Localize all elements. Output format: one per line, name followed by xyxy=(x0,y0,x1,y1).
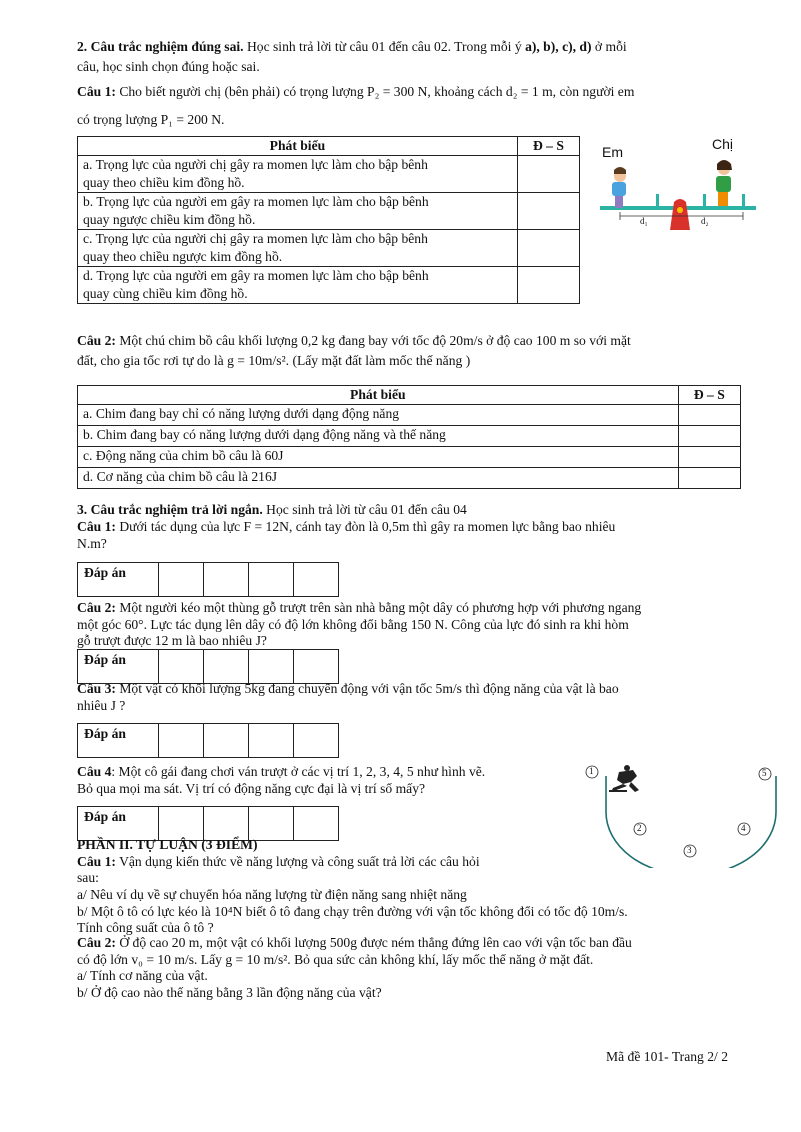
answer-cell[interactable] xyxy=(204,563,249,597)
position-5: 5 xyxy=(762,768,767,778)
answer-label: Đáp án xyxy=(78,807,159,841)
seesaw-figure xyxy=(598,136,758,232)
position-4: 4 xyxy=(741,823,746,833)
s3-q2-text: Câu 2: Một người kéo một thùng gỗ trượt trên sàn nhà bằng một dây có phương hợp với phương ngang xyxy=(77,600,642,615)
s3-q2-text-line3: gỗ trượt được 12 m là bao nhiêu J? xyxy=(77,633,267,648)
answer-cell[interactable] xyxy=(678,426,740,447)
table-header: Phát biểu xyxy=(78,386,679,405)
answer-label: Đáp án xyxy=(78,563,159,597)
answer-cell[interactable] xyxy=(517,267,579,304)
answer-cell[interactable] xyxy=(678,447,740,468)
table-row: d. Cơ năng của chim bồ câu là 216J xyxy=(78,468,741,489)
p2-q1-text-line2: sau: xyxy=(77,870,99,885)
answer-cell[interactable] xyxy=(294,650,339,684)
answer-cell[interactable] xyxy=(204,650,249,684)
table-header: Phát biểu xyxy=(78,137,518,156)
answer-cell[interactable] xyxy=(294,724,339,758)
s3-q1-text: Câu 1: Dưới tác dụng của lực F = 12N, cánh tay đòn là 0,5m thì gây ra momen lực bằng bao nhiêu xyxy=(77,519,616,534)
table-header: Đ – S xyxy=(517,137,579,156)
s2-q2-text-line2: đất, cho gia tốc rơi tự do là g = 10m/s². (Lấy mặt đất làm mốc thế năng ) xyxy=(77,353,471,368)
figure-label-em: Em xyxy=(602,144,623,160)
p2-q2-a: a/ Tính cơ năng của vật. xyxy=(77,968,208,983)
seesaw-drawing xyxy=(598,136,758,232)
table-row: d. Trọng lực của người em gây ra momen lực làm cho bập bênh quay cùng chiều kim đồng hồ. xyxy=(78,267,580,304)
position-3: 3 xyxy=(687,845,692,855)
position-1: 1 xyxy=(589,766,594,776)
p2-q1-b-line2: Tính công suất của ô tô ? xyxy=(77,920,214,935)
s3-q2-text-line2: một góc 60°. Lực tác dụng lên dây có độ lớn không đổi bằng 150 N. Công của lực đó sinh ra khi hòm xyxy=(77,617,629,632)
answer-label: Đáp án xyxy=(78,724,159,758)
s2-q2-text: Câu 2: Một chú chim bồ câu khối lượng 0,2 kg đang bay với tốc độ 20m/s ở độ cao 100 m so với mặt xyxy=(77,333,631,348)
p2-q2-text: Câu 2: Ở độ cao 20 m, một vật có khối lượng 500g được ném thẳng đứng lên cao với vận tốc ban đầu xyxy=(77,935,632,950)
answer-cell[interactable] xyxy=(517,156,579,193)
p2-q2-text-line2: có độ lớn v₀ = 10 m/s. Lấy g = 10 m/s². Bỏ qua sức cản không khí, lấy mốc thế năng ở mặt đất. xyxy=(77,952,594,967)
p2-q1-b: b/ Một ô tô có lực kéo là 10⁴N biết ô tô đang chạy trên đường với vận tốc không đổi có tốc độ 10m/s. xyxy=(77,904,628,919)
section2-heading: 2. Câu trắc nghiệm đúng sai. xyxy=(77,39,244,54)
section2-intro: 2. Câu trắc nghiệm đúng sai. Học sinh trả lời từ câu 01 đến câu 02. Trong mỗi ý a), b), c), d) ở mỗi xyxy=(77,39,627,54)
p2-q2-b: b/ Ở độ cao nào thế năng bằng 3 lần động năng của vật? xyxy=(77,985,382,1000)
section3-heading: 3. Câu trắc nghiệm trả lời ngắn. xyxy=(77,502,263,517)
s2-q2-table xyxy=(77,385,741,489)
answer-cell[interactable] xyxy=(678,405,740,426)
answer-cell[interactable] xyxy=(294,807,339,841)
answer-cell[interactable] xyxy=(204,724,249,758)
s3-q3-text-line2: nhiêu J ? xyxy=(77,698,126,713)
s3-q1-text-line2: N.m? xyxy=(77,536,107,551)
table-header: Đ – S xyxy=(678,386,740,405)
answer-box xyxy=(77,723,339,758)
answer-cell[interactable] xyxy=(249,563,294,597)
figure-label-chi: Chị xyxy=(712,136,734,152)
answer-box xyxy=(77,649,339,684)
table-row: c. Trọng lực của người chị gây ra momen lực làm cho bập bênh quay theo chiều ngược kim đồng hồ. xyxy=(78,230,580,267)
s2-q1-text: Câu 1: Cho biết người chị (bên phải) có trọng lượng P₂ = 300 N, khoảng cách d₂ = 1 m, còn người em xyxy=(77,84,635,99)
page-footer: Mã đề 101- Trang 2/ 2 xyxy=(606,1049,728,1064)
answer-cell[interactable] xyxy=(249,724,294,758)
table-row: a. Trọng lực của người chị gây ra momen lực làm cho bập bênh quay theo chiều kim đồng hồ. xyxy=(78,156,580,193)
section3-intro: 3. Câu trắc nghiệm trả lời ngắn. Học sinh trả lời từ câu 01 đến câu 04 xyxy=(77,502,467,517)
answer-label: Đáp án xyxy=(78,650,159,684)
p2-q1-a: a/ Nêu ví dụ về sự chuyển hóa năng lượng từ điện năng sang nhiệt năng xyxy=(77,887,467,902)
answer-cell[interactable] xyxy=(159,563,204,597)
table-row: a. Chim đang bay chỉ có năng lượng dưới dạng động năng xyxy=(78,405,741,426)
position-2: 2 xyxy=(637,823,642,833)
table-row: b. Trọng lực của người em gây ra momen lực làm cho bập bênh quay ngược chiều kim đồng hồ. xyxy=(78,193,580,230)
s2-q1-table xyxy=(77,136,580,304)
answer-cell[interactable] xyxy=(159,724,204,758)
section2-intro-line2: câu, học sinh chọn đúng hoặc sai. xyxy=(77,59,260,74)
answer-cell[interactable] xyxy=(517,230,579,267)
table-row: c. Động năng của chim bồ câu là 60J xyxy=(78,447,741,468)
table-row: b. Chim đang bay có năng lượng dưới dạng động năng và thế năng xyxy=(78,426,741,447)
figure-label-d1: d₁ xyxy=(640,216,648,226)
part2-heading: PHẦN II. TỰ LUẬN (3 ĐIỂM) xyxy=(77,837,258,852)
answer-cell[interactable] xyxy=(294,563,339,597)
s2-q1-text-line2: có trọng lượng P₁ = 200 N. xyxy=(77,112,225,127)
answer-box xyxy=(77,562,339,597)
s3-q4-text-line2: Bỏ qua mọi ma sát. Vị trí có động năng cực đại là vị trí số mấy? xyxy=(77,781,426,796)
s3-q3-text: Câu 3: Một vật có khối lượng 5kg đang chuyển động với vận tốc 5m/s thì động năng của vật là bao xyxy=(77,681,619,696)
ramp-drawing xyxy=(583,762,779,868)
answer-cell[interactable] xyxy=(678,468,740,489)
answer-cell[interactable] xyxy=(517,193,579,230)
skate-ramp-figure xyxy=(583,762,779,868)
s3-q4-text: Câu 4: Một cô gái đang chơi ván trượt ở các vị trí 1, 2, 3, 4, 5 như hình vẽ. xyxy=(77,764,486,779)
figure-label-d2: d₂ xyxy=(701,216,709,226)
p2-q1-text: Câu 1: Vận dụng kiến thức về năng lượng và công suất trả lời các câu hỏi xyxy=(77,854,480,869)
answer-cell[interactable] xyxy=(249,650,294,684)
answer-cell[interactable] xyxy=(159,650,204,684)
